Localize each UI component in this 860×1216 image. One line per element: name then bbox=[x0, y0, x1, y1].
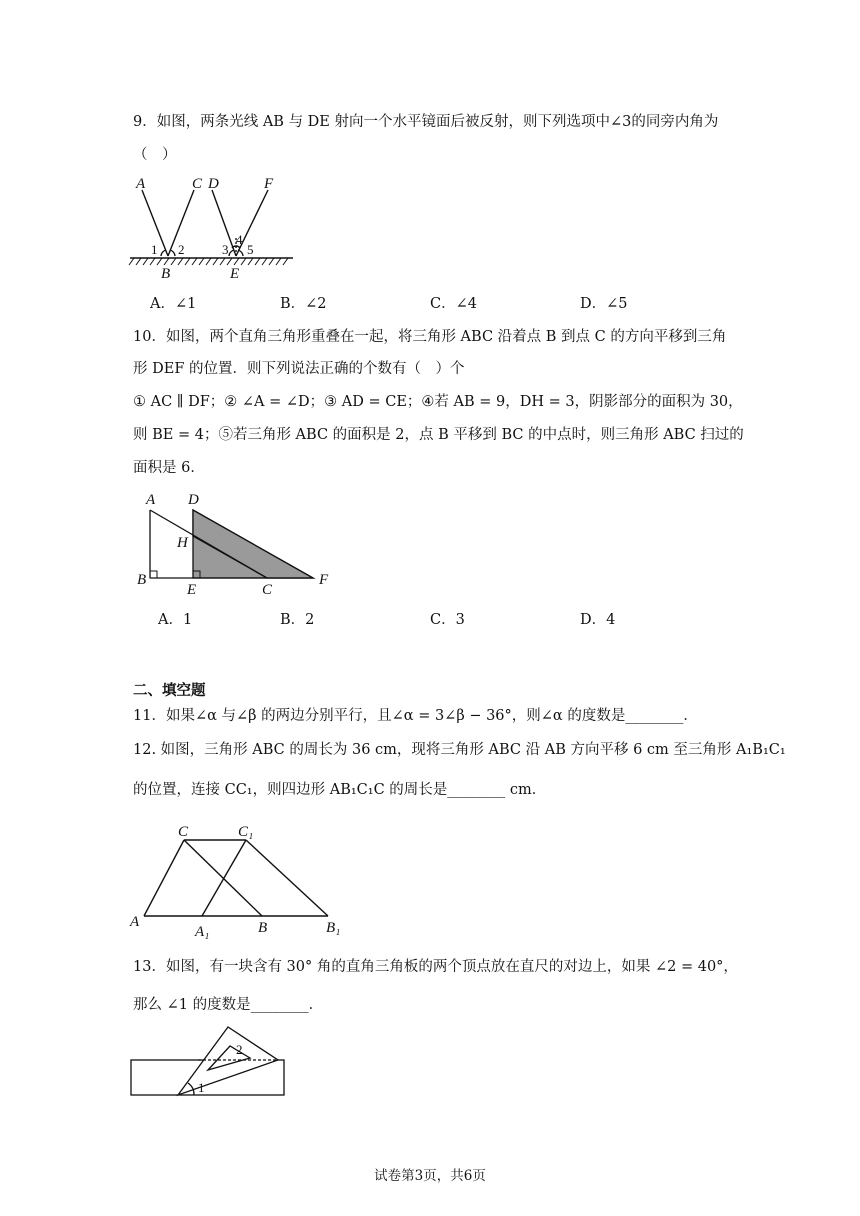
q10-label-E: E bbox=[187, 582, 197, 598]
q12-line2: 的位置，连接 CC₁，则四边形 AB₁C₁C 的周长是________ cm． bbox=[133, 782, 547, 798]
q9-option-c: C．∠4 bbox=[430, 296, 477, 312]
q9-figure bbox=[128, 168, 298, 283]
q10-line4: 则 BE = 4；⑤若三角形 ABC 的面积是 2，点 B 平移到 BC 的中点时，则三角形 ABC 扫过的 bbox=[133, 427, 744, 443]
q10-option-a: A．1 bbox=[158, 612, 193, 628]
q9-line2: （ ） bbox=[133, 147, 177, 163]
q12-label-A: A bbox=[130, 914, 140, 930]
q13-figure bbox=[128, 1020, 288, 1100]
q10-options bbox=[150, 608, 710, 628]
q9-label-A: A bbox=[136, 176, 146, 192]
q13-angle-1: 1 bbox=[198, 1080, 205, 1095]
q12-label-A1: A₁ bbox=[195, 924, 210, 940]
q9-angle-2: 2 bbox=[178, 242, 185, 257]
q10-label-F: F bbox=[319, 572, 329, 588]
q13-line1: 13．如图，有一块含有 30° 角的直角三角板的两个顶点放在直尺的对边上，如果 ∠2 = 40°， bbox=[133, 959, 738, 975]
q9-angle-4: 4 bbox=[236, 232, 243, 247]
page-footer: 试卷第3页，共6页 bbox=[374, 1168, 486, 1184]
q13-line2: 那么 ∠1 的度数是________． bbox=[133, 997, 324, 1013]
q9-angle-5: 5 bbox=[247, 242, 254, 257]
q9-option-a: A．∠1 bbox=[150, 296, 197, 312]
q12-label-C1: C₁ bbox=[238, 824, 254, 840]
q12-label-C: C bbox=[178, 824, 189, 840]
q9-label-D: D bbox=[208, 176, 219, 192]
q10-figure bbox=[135, 490, 345, 598]
q10-label-B: B bbox=[137, 572, 147, 588]
q9-label-E: E bbox=[230, 266, 240, 282]
q9-angle-3: 3 bbox=[222, 242, 229, 257]
q10-option-b: B．2 bbox=[280, 612, 315, 628]
q10-line1: 10．如图，两个直角三角形重叠在一起，将三角形 ABC 沿着点 B 到点 C 的方向平移到三角 bbox=[133, 329, 727, 345]
q9-label-B: B bbox=[161, 266, 171, 282]
q10-label-D: D bbox=[188, 492, 199, 508]
q10-line2: 形 DEF 的位置．则下列说法正确的个数有（ ）个 bbox=[133, 361, 465, 377]
q13-angle-2: 2 bbox=[236, 1042, 243, 1057]
section-title-fill-in: 二、填空题 bbox=[133, 683, 206, 699]
q9-angle-1: 1 bbox=[151, 242, 158, 257]
q9-option-b: B．∠2 bbox=[280, 296, 327, 312]
q10-label-A: A bbox=[146, 492, 156, 508]
q10-option-c: C．3 bbox=[430, 612, 465, 628]
q9-option-d: D．∠5 bbox=[580, 296, 628, 312]
q10-option-d: D．4 bbox=[580, 612, 616, 628]
q10-line5: 面积是 6． bbox=[133, 460, 205, 476]
q9-label-F: F bbox=[264, 176, 274, 192]
q12-label-B1: B₁ bbox=[326, 920, 341, 936]
q10-label-H: H bbox=[177, 535, 188, 551]
q9-options bbox=[150, 292, 710, 312]
q9-line1: 9．如图，两条光线 AB 与 DE 射向一个水平镜面后被反射，则下列选项中∠3的同旁内角为 bbox=[133, 114, 719, 130]
q10-label-C: C bbox=[262, 582, 273, 598]
q12-line1: 12. 如图，三角形 ABC 的周长为 36 cm，现将三角形 ABC 沿 AB 方向平移 6 cm 至三角形 A₁B₁C₁ bbox=[133, 742, 786, 758]
q11-text: 11．如果∠α 与∠β 的两边分别平行，且∠α = 3∠β − 36°，则∠α 的度数是________． bbox=[133, 708, 698, 724]
q9-label-C: C bbox=[192, 176, 203, 192]
q12-figure bbox=[128, 820, 358, 945]
q12-label-B: B bbox=[258, 920, 268, 936]
q10-line3: ① AC ∥ DF；② ∠A = ∠D；③ AD = CE；④若 AB = 9，DH = 3，阴影部分的面积为 30， bbox=[133, 394, 743, 410]
